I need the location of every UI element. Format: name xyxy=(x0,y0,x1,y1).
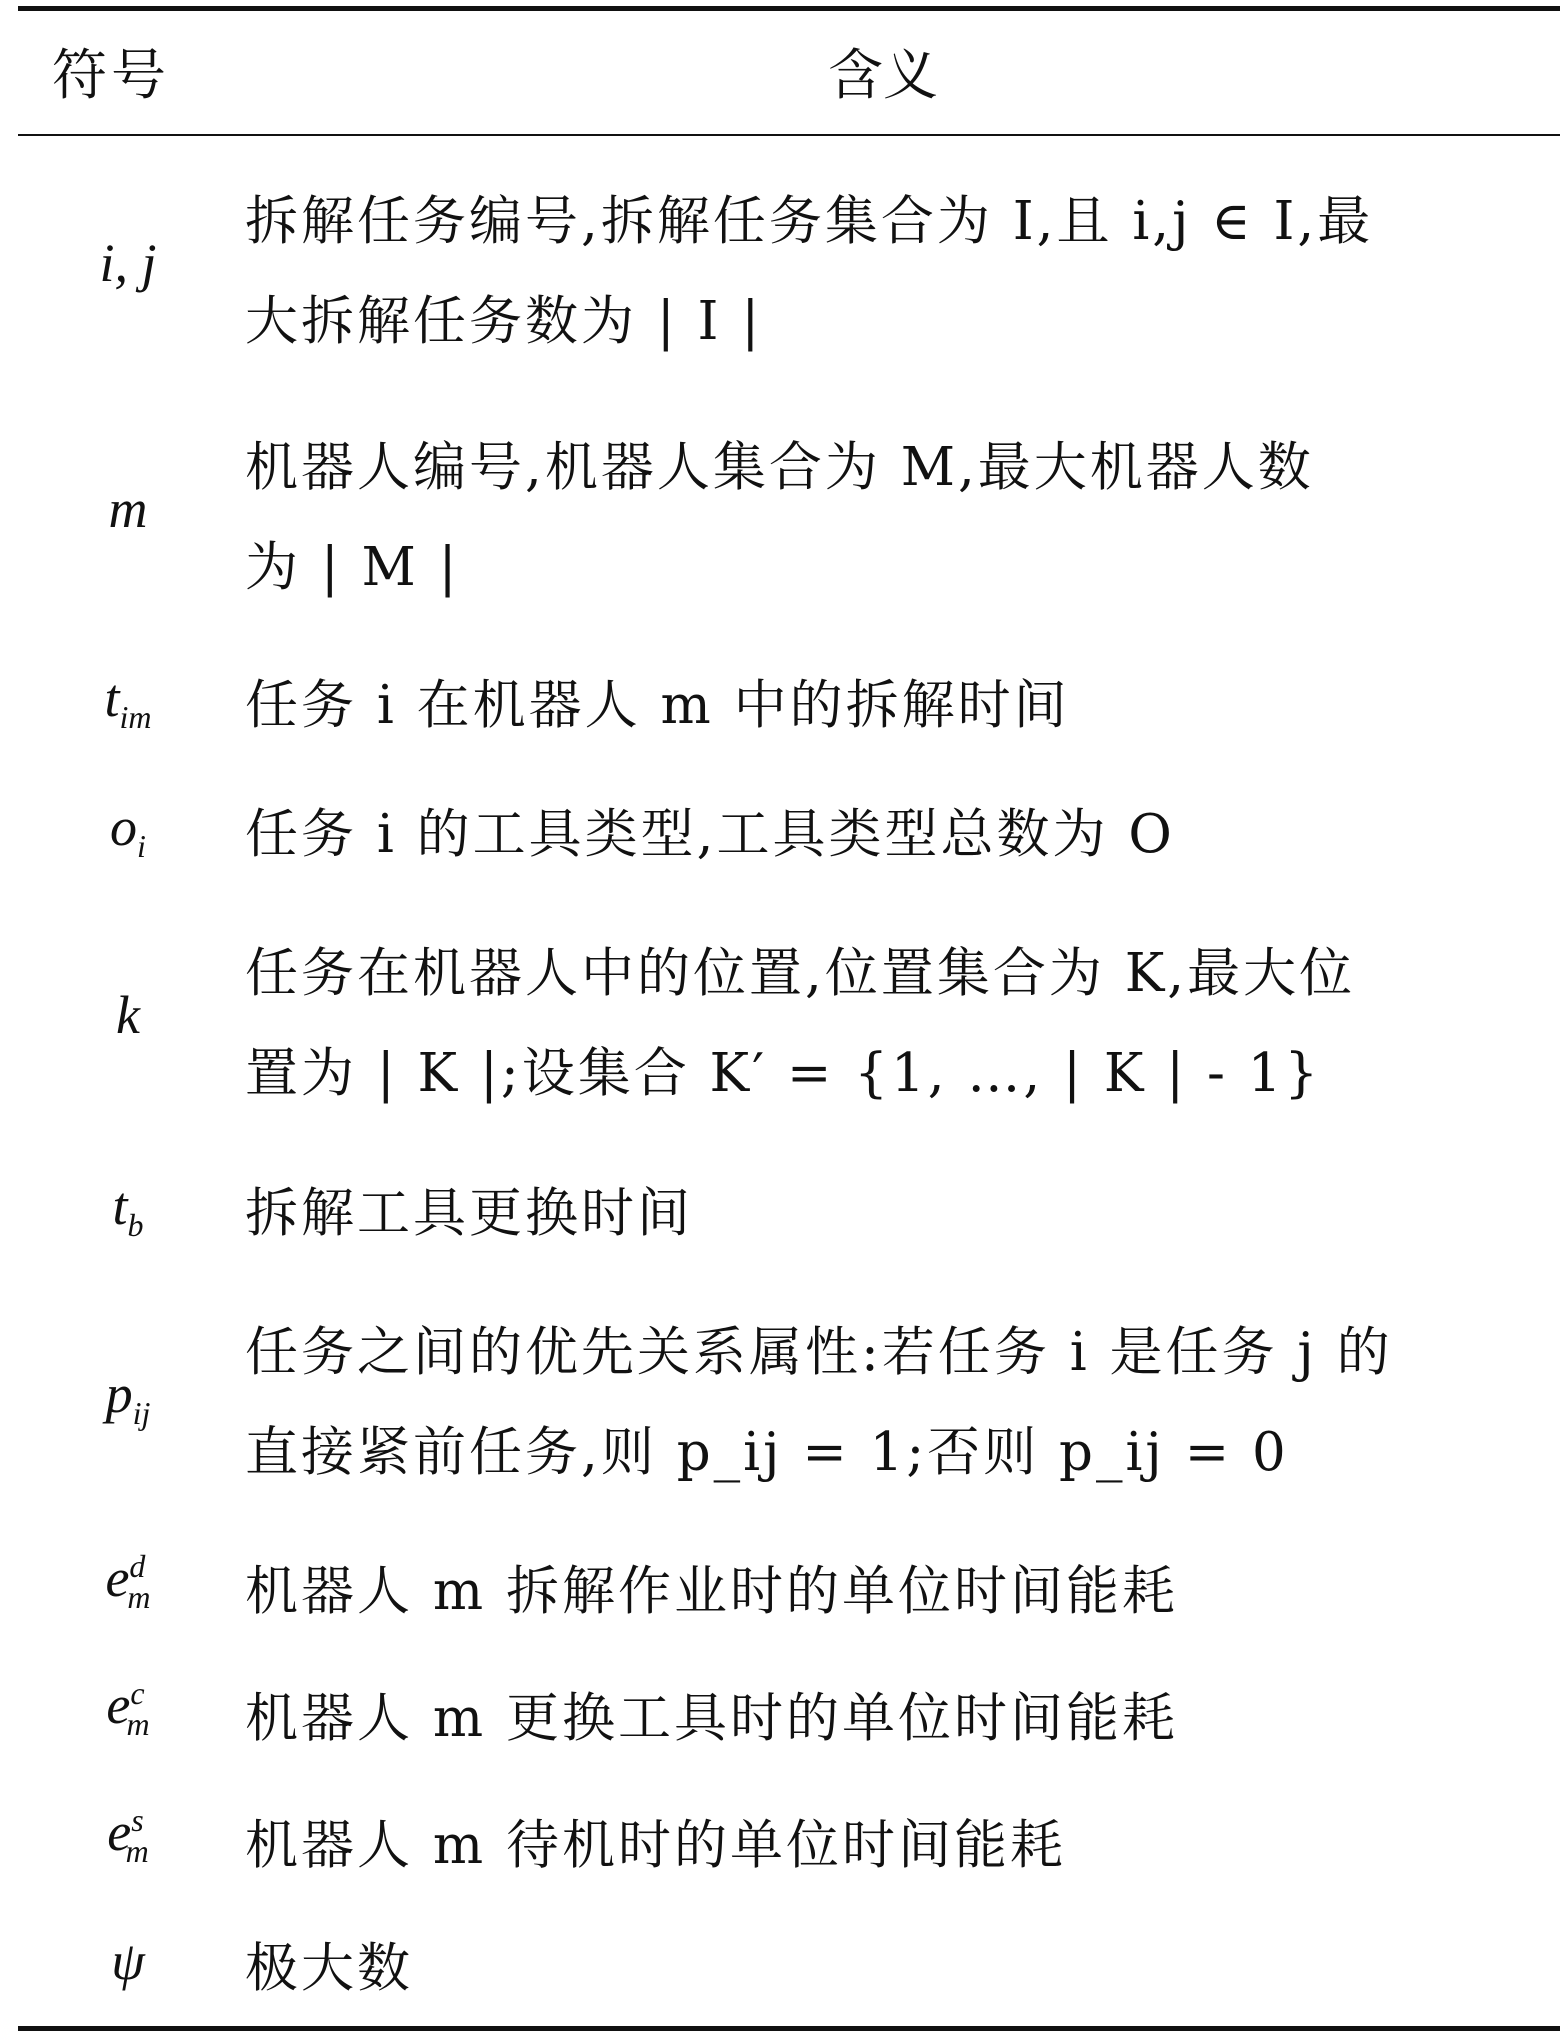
row-symbol: ψ xyxy=(111,1931,145,1991)
table-row xyxy=(18,924,1560,1124)
row-symbol: $e^d_m$ xyxy=(105,1548,151,1615)
top-rule xyxy=(18,6,1560,11)
table-row xyxy=(18,786,1560,886)
row-meaning-line: 极大数 xyxy=(245,1938,413,1999)
row-symbol: $t_b$ xyxy=(112,1176,144,1243)
header-rule xyxy=(18,134,1560,136)
table-row xyxy=(18,418,1560,618)
table-row xyxy=(18,1303,1560,1503)
row-symbol: k xyxy=(116,985,140,1045)
row-meaning-line: 任务 i 的工具类型,工具类型总数为 O xyxy=(245,804,1175,865)
header-meaning: 含义 xyxy=(828,43,939,107)
row-meaning-line: 置为 | K |;设集合 K′ = {1, …, | K | - 1} xyxy=(245,1043,1322,1104)
row-meaning-line: 拆解工具更换时间 xyxy=(245,1183,693,1244)
row-symbol: $e^c_m$ xyxy=(106,1675,150,1742)
bottom-rule xyxy=(18,2026,1560,2031)
table-row xyxy=(18,657,1560,757)
row-meaning-line: 直接紧前任务,则 p_ij = 1;否则 p_ij = 0 xyxy=(245,1422,1289,1483)
table-row xyxy=(18,172,1560,372)
table-row xyxy=(18,1543,1560,1643)
row-meaning-line: 机器人 m 待机时的单位时间能耗 xyxy=(245,1815,1066,1876)
symbol-table xyxy=(18,0,1560,2040)
row-symbol: $p_{ij}$ xyxy=(105,1364,151,1431)
row-symbol: $e^s_m$ xyxy=(107,1802,149,1869)
row-meaning-line: 任务之间的优先关系属性:若任务 i 是任务 j 的 xyxy=(245,1322,1393,1383)
row-meaning-line: 机器人编号,机器人集合为 M,最大机器人数 xyxy=(245,437,1314,498)
row-symbol: $o_i$ xyxy=(110,797,146,864)
row-symbol: $t_{im}$ xyxy=(104,668,152,735)
table-row xyxy=(18,1920,1560,2020)
header-symbol: 符号 xyxy=(52,43,171,107)
row-symbol: m xyxy=(108,479,148,539)
row-meaning-line: 机器人 m 更换工具时的单位时间能耗 xyxy=(245,1688,1178,1749)
row-meaning-line: 大拆解任务数为 | I | xyxy=(245,291,763,352)
row-meaning-line: 为 | M | xyxy=(245,537,460,598)
row-meaning-line: 任务 i 在机器人 m 中的拆解时间 xyxy=(245,675,1070,736)
table-row xyxy=(18,1670,1560,1770)
row-symbol: i, j xyxy=(99,233,157,293)
table-row xyxy=(18,1797,1560,1897)
row-meaning-line: 任务在机器人中的位置,位置集合为 K,最大位 xyxy=(245,943,1356,1004)
table-row xyxy=(18,1165,1560,1265)
row-meaning-line: 拆解任务编号,拆解任务集合为 I,且 i,j ∈ I,最 xyxy=(245,191,1374,252)
row-meaning-line: 机器人 m 拆解作业时的单位时间能耗 xyxy=(245,1561,1178,1622)
